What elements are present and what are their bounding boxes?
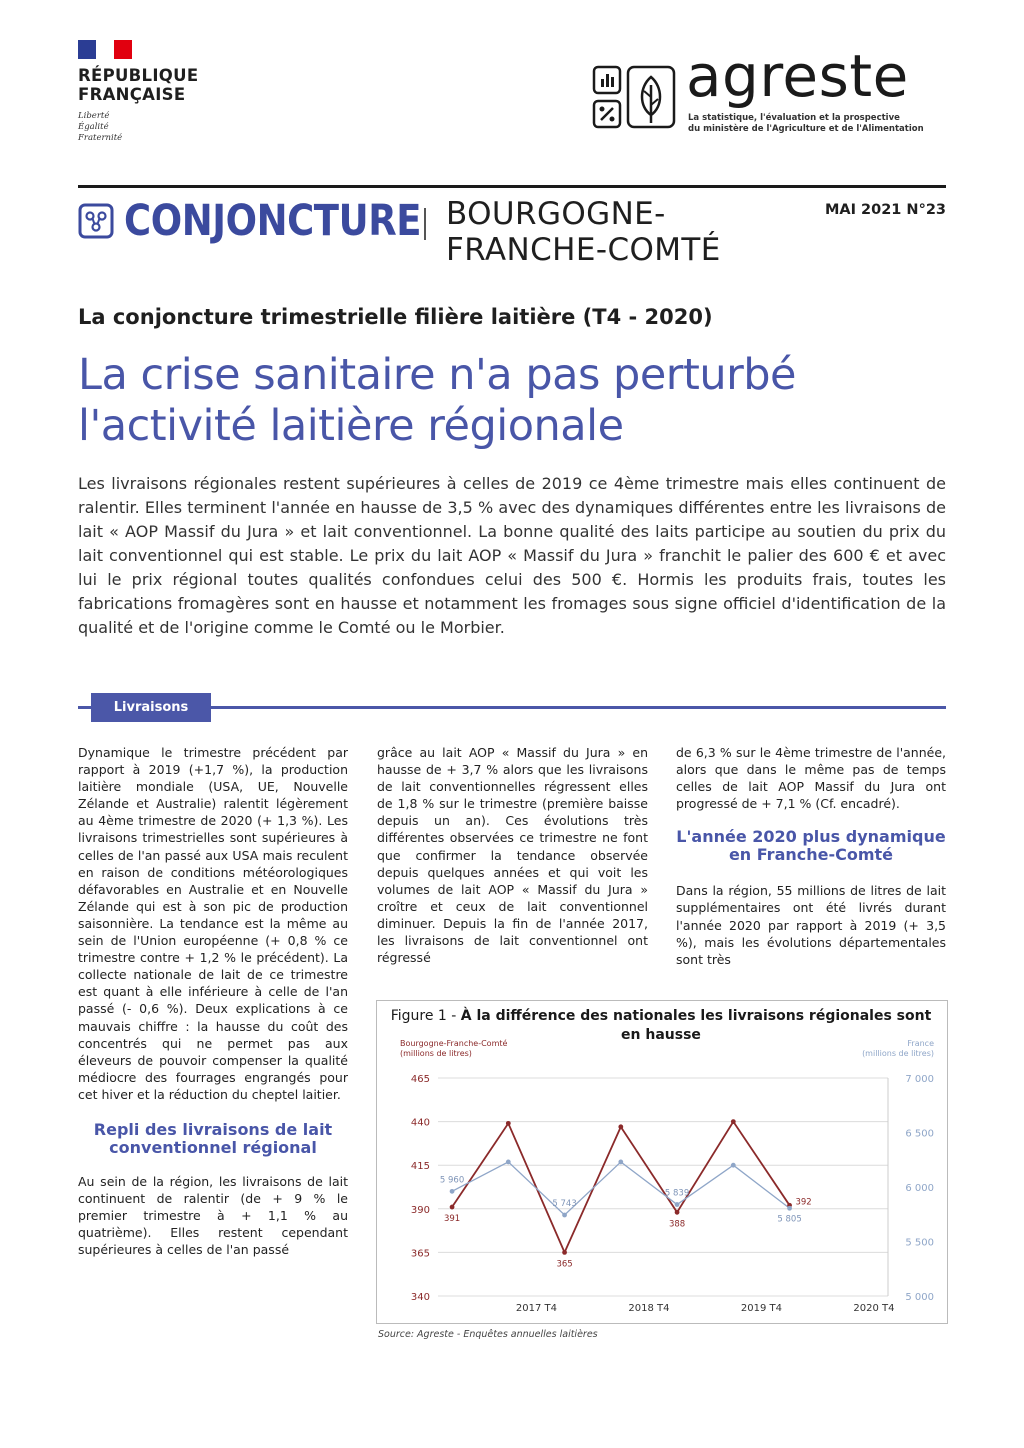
motto-fraternite: Fraternité	[78, 133, 123, 143]
data-point-left	[731, 1119, 736, 1124]
tagline-line-2: du ministère de l'Agriculture et de l'Alimentation	[688, 124, 924, 134]
data-label-right: 5 960	[439, 1175, 465, 1186]
region-line-2: FRANCHE-COMTÉ	[446, 232, 721, 268]
data-point-right	[787, 1206, 792, 1211]
series-line-right	[452, 1162, 790, 1215]
data-point-left	[506, 1121, 511, 1126]
left-axis-tick-label: 390	[410, 1204, 430, 1216]
headline-line-2: l'activité laitière régionale	[78, 401, 624, 451]
x-axis-tick-label: 2019 T4	[740, 1303, 782, 1314]
republic-motto	[78, 111, 122, 144]
right-axis-tick-label: 5 500	[905, 1237, 934, 1249]
right-axis-title-1: France	[907, 1039, 934, 1048]
x-axis-tick-label: 2020 T4	[853, 1303, 895, 1314]
article-kicker: La conjoncture trimestrielle filière laitière (T4 - 2020)	[78, 305, 713, 329]
data-point-left	[675, 1210, 680, 1215]
article-headline	[78, 350, 948, 452]
data-point-right	[675, 1202, 680, 1207]
region-line-1: BOURGOGNE-	[446, 196, 666, 232]
text-column-2	[377, 744, 648, 966]
paragraph: Au sein de la région, les livraisons de lait continuent de ralentir (de + 9 % le premier trimestre à + 1,1 % au quatrième). Elles restent cependant supérieures à celles de l'an passé	[78, 1173, 348, 1258]
series-line-left	[452, 1122, 790, 1253]
data-label-left: 365	[556, 1259, 573, 1270]
subheading: Repli des livraisons de lait conventionnel régional	[93, 1119, 333, 1157]
title-separator	[424, 208, 426, 240]
text-column-3	[676, 744, 946, 968]
right-axis-tick-label: 6 500	[905, 1128, 934, 1140]
figure-title-text: À la différence des nationales les livraisons régionales sont en hausse	[460, 1008, 932, 1043]
left-axis-tick-label: 440	[410, 1117, 430, 1129]
left-axis-tick-label: 340	[410, 1292, 430, 1303]
data-label-right: 5 805	[777, 1214, 802, 1225]
figure-number: Figure 1 -	[390, 1008, 461, 1024]
data-label-left: 392	[795, 1197, 812, 1208]
right-axis-tick-label: 5 000	[905, 1292, 934, 1303]
agreste-tagline	[688, 113, 924, 135]
data-point-left	[562, 1250, 567, 1255]
republique-francaise-label	[78, 66, 198, 104]
data-point-right	[562, 1213, 567, 1218]
x-axis-tick-label: 2018 T4	[628, 1303, 670, 1314]
paragraph: de 6,3 % sur le 4ème trimestre de l'année, alors que dans le même pas de temps celles de lait AOP Massif du Jura ont progressé de + 7,1 % (Cf. encadré).	[676, 745, 946, 812]
left-axis-title-2: (millions de litres)	[400, 1049, 472, 1058]
issue-date: MAI 2021 N°23	[824, 202, 946, 218]
motto-liberte: Liberté	[78, 111, 110, 121]
motto-egalite: Égalité	[78, 122, 109, 132]
left-axis-tick-label: 365	[410, 1248, 430, 1260]
header-divider	[78, 185, 946, 188]
paragraph: grâce au lait AOP « Massif du Jura » en hausse de + 3,7 % alors que les livraisons de lait conventionnelles régressent elles de 1,8 % sur le trimestre (première baisse depuis un an). Ces évolutions très différentes observées ce trimestre ne font que confirmer la tendance observée depuis quelques années et qui voit les volumes de lait AOP « Massif du Jura » croître et ceux de lait conventionnel diminuer. Depuis la fin de l'année 2017, les livraisons de lait conventionnel ont régressé	[377, 745, 648, 966]
right-axis-tick-label: 7 000	[905, 1074, 934, 1085]
series-title: CONJONCTURE	[124, 196, 422, 246]
region-name	[446, 196, 721, 268]
data-point-left	[618, 1124, 623, 1129]
section-tab-livraisons: Livraisons	[91, 693, 211, 722]
left-axis-tick-label: 465	[410, 1074, 430, 1085]
left-axis-tick-label: 415	[410, 1161, 430, 1173]
article-lead: Les livraisons régionales restent supérieures à celles de 2019 ce 4ème trimestre mais elles continuent de ralentir. Elles terminent l'année en hausse de 3,5 % avec des dynamiques différentes entre les livraisons de lait « AOP Massif du Jura » et lait conventionnel. La bonne qualité des laits participe au soutien du prix du lait conventionnel qui est stable. Le prix du lait AOP « Massif du Jura » franchit le palier des 600 € et avec lui le prix régional toutes qualités confondues celui des 500 €. Hormis les produits frais, toutes les fabrications fromagères sont en hausse et notamment les fromages sous signe officiel d'identification de la qualité et de l'origine comme le Comté ou le Morbier.	[78, 474, 946, 637]
right-axis-title-2: (millions de litres)	[862, 1049, 934, 1058]
agreste-logo-icon	[592, 65, 678, 131]
line-chart	[376, 1036, 946, 1326]
french-flag-logo	[78, 40, 132, 59]
figure-source: Source: Agreste - Enquêtes annuelles laitières	[378, 1329, 598, 1340]
data-label-right: 5 839	[664, 1188, 690, 1199]
data-point-right	[450, 1189, 455, 1194]
tagline-line-1: La statistique, l'évaluation et la prospective	[688, 113, 900, 123]
data-label-left: 388	[668, 1219, 686, 1230]
paragraph: Dans la région, 55 millions de litres de lait supplémentaires ont été livrés durant l'année 2020 par rapport à 2019 (+ 3,5 %), mais les évolutions départementales sont très	[676, 883, 946, 967]
right-axis-tick-label: 6 000	[905, 1183, 934, 1194]
data-point-right	[506, 1160, 511, 1165]
rf-line-1: RÉPUBLIQUE	[78, 66, 199, 85]
subheading: L'année 2020 plus dynamique en Franche-Comté	[676, 827, 946, 865]
x-axis-tick-label: 2017 T4	[515, 1303, 557, 1314]
left-axis-title-1: Bourgogne-Franche-Comté	[400, 1039, 508, 1048]
rf-line-2: FRANÇAISE	[78, 85, 186, 104]
data-label-left: 391	[443, 1214, 461, 1225]
data-point-right	[731, 1163, 736, 1168]
paragraph: Dynamique le trimestre précédent par rapport à 2019 (+1,7 %), la production laitière mondiale (USA, UE, Nouvelle Zélande et Australie) ralentit légèrement au 4ème trimestre de 2020 (+ 1,3 %). Les livraisons trimestrielles sont supérieures à celles de l'an passé aux USA mais reculent en raison de conditions météorologiques défavorables en Australie et en Nouvelle Zélande qui est à son pic de production saisonnière. La tendance est la même au sein de l'Union européenne (+ 0,8 % ce trimestre contre + 1,2 % le précédent). La collecte nationale de lait de ce trimestre est quant à elle inférieure à celle de l'an passé (- 0,6 %). Deux explications à ce mauvais chiffre : la hausse du coût des concentrés qui ne permet pas aux éleveurs de pouvoir compenser la qualité médiocre des fourrages engrangés pour cet hiver et la réduction du cheptel laitier.	[78, 745, 348, 1102]
conjoncture-icon	[78, 203, 114, 239]
data-label-right: 5 743	[552, 1199, 577, 1210]
agreste-wordmark: agreste	[686, 42, 909, 110]
data-point-left	[450, 1205, 455, 1210]
headline-line-1: La crise sanitaire n'a pas perturbé	[78, 350, 797, 400]
text-column-1	[78, 744, 348, 1258]
data-point-right	[618, 1160, 623, 1165]
